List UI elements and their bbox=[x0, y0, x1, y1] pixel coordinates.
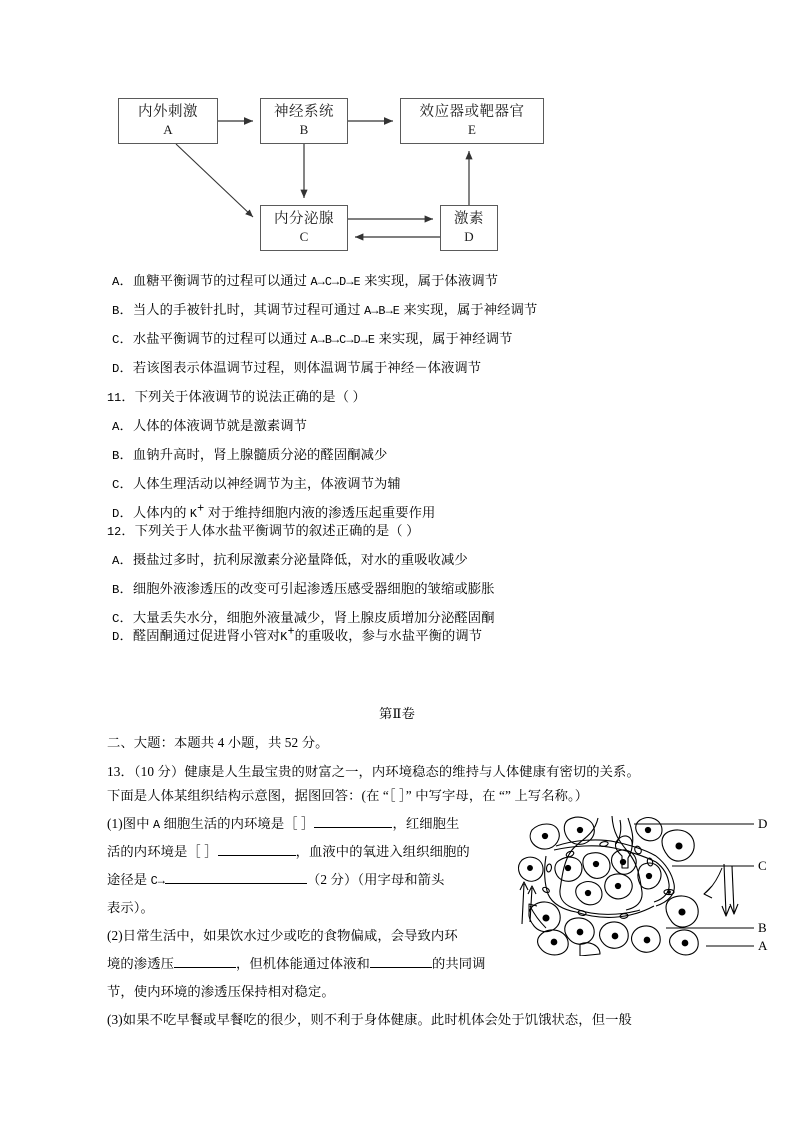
q10-option-d-text: ．若该图表示体温调节过程，则体温调节属于神经－体液调节 bbox=[119, 360, 482, 375]
flow-box-a bbox=[118, 98, 218, 144]
q12-option-a bbox=[112, 553, 468, 567]
q13-sub1-line4: 表示）。 bbox=[107, 900, 154, 915]
q13-stem-line2: 下面是人体某组织结构示意图，据图回答：(在 “［ ］” 中写字母，在 “” 上写名称。） bbox=[107, 788, 589, 803]
flow-box-d bbox=[440, 205, 498, 251]
q10-option-a-text1: ．血糖平衡调节的过程可以通过 bbox=[119, 273, 311, 288]
q13-sub1-line1-mono: A bbox=[153, 818, 161, 832]
q10-option-a-text2: 来实现，属于体液调节 bbox=[360, 273, 499, 288]
q11-option-b-letter: B bbox=[112, 449, 120, 463]
q12-option-c bbox=[112, 611, 495, 625]
q12-option-a-letter: A bbox=[112, 554, 120, 568]
flow-box-d-text: 激素 bbox=[454, 211, 484, 228]
tissue-label-b: B bbox=[758, 920, 767, 935]
q12-option-a-text: ．摄盐过多时，抗利尿激素分泌量降低，对水的重吸收减少 bbox=[119, 552, 468, 567]
section-heading: 二、大题：本题共 4 小题，共 52 分。 bbox=[107, 735, 329, 750]
q13-sub2-line2-b: ，但机体能通过体液和 bbox=[235, 956, 370, 971]
tissue-label-d: D bbox=[758, 816, 768, 831]
tissue-structure-diagram bbox=[516, 806, 776, 956]
q10-option-c bbox=[112, 332, 513, 347]
q12-option-d-ion-charge: + bbox=[287, 624, 295, 639]
q11-option-c bbox=[112, 477, 401, 491]
q13-sub1-line1-b: 细胞生活的内环境是［ ］ bbox=[160, 816, 315, 831]
flow-box-b bbox=[260, 98, 348, 144]
q11-option-d-text-pre: ．人体内的 bbox=[119, 505, 190, 520]
q13-sub1-line3-b: （2 分）（用字母和箭头 bbox=[306, 872, 445, 887]
q11-option-d-letter: D bbox=[112, 507, 120, 521]
q11-option-d-ion: K bbox=[189, 507, 198, 521]
q12-option-b-text: ．细胞外液渗透压的改变可引起渗透压感受器细胞的皱缩或膨胀 bbox=[119, 581, 495, 596]
q12-option-d bbox=[112, 624, 483, 644]
tissue-label-c: C bbox=[758, 858, 767, 873]
q13-sub1-line2 bbox=[107, 845, 470, 858]
q10-option-b-text2: 来实现，属于神经调节 bbox=[399, 302, 538, 317]
q13-blank-4[interactable] bbox=[174, 967, 236, 968]
tissue-diagram-svg bbox=[516, 806, 776, 956]
q10-option-b-text1: ．当人的手被针扎时，其调节过程可通过 bbox=[119, 302, 365, 317]
q13-sub2-line3: 节，使内环境的渗透压保持相对稳定。 bbox=[107, 984, 335, 999]
flow-box-e-text: 效应器或靶器官 bbox=[419, 104, 525, 121]
q10-option-a-letter: A bbox=[112, 275, 120, 289]
q12-option-c-letter: C bbox=[112, 612, 120, 626]
q10-option-c-letter: C bbox=[112, 333, 120, 347]
q12-option-d-text-post: 的重吸收，参与水盐平衡的调节 bbox=[294, 628, 483, 643]
q13-sub1-line2-a: 活的内环境是［ ］ bbox=[107, 844, 218, 859]
tissue-label-a: A bbox=[758, 938, 768, 953]
q10-option-a-chain: A→C→D→E bbox=[310, 275, 361, 289]
flow-box-a-text: 内外刺激 bbox=[138, 104, 198, 121]
q10-option-a bbox=[112, 274, 498, 289]
q13-sub2-line2 bbox=[107, 957, 486, 970]
q12-option-b bbox=[112, 582, 495, 596]
q12-option-d-text-pre: ．醛固酮通过促进肾小管对 bbox=[119, 628, 281, 643]
q13-sub1-line1-c: ，红细胞生 bbox=[392, 816, 460, 831]
q11-option-a-text: ．人体的体液调节就是激素调节 bbox=[119, 418, 308, 433]
q10-option-b-chain: A→B→E bbox=[364, 304, 400, 318]
q13-sub1-line1-a: (1)图中 bbox=[107, 816, 154, 831]
q13-sub1-line3-a: 途径是 bbox=[107, 872, 151, 887]
q10-option-d-letter: D bbox=[112, 362, 120, 376]
q11-option-c-letter: C bbox=[112, 478, 120, 492]
q10-option-c-text1: ．水盐平衡调节的过程可以通过 bbox=[119, 331, 311, 346]
q13-sub1-line3-mono: C→ bbox=[150, 874, 165, 888]
q13-sub2-line2-c: 的共同调 bbox=[431, 956, 486, 971]
flow-box-a-label: A bbox=[163, 121, 173, 137]
q11-option-c-text: ．人体生理活动以神经调节为主，体液调节为辅 bbox=[119, 476, 401, 491]
flow-box-b-label: B bbox=[299, 121, 309, 137]
q13-blank-2[interactable] bbox=[218, 855, 296, 856]
q10-option-d bbox=[112, 361, 481, 375]
flow-box-e-label: E bbox=[468, 121, 476, 137]
q11-option-a-letter: A bbox=[112, 420, 120, 434]
q12-option-b-letter: B bbox=[112, 583, 120, 597]
q11-option-d-text-post: 对于维持细胞内液的渗透压起重要作用 bbox=[204, 505, 436, 520]
q12-number: 12 bbox=[107, 525, 122, 539]
q13-sub2-line1: (2)日常生活中，如果饮水过少或吃的食物偏咸，会导致内环 bbox=[107, 928, 458, 943]
q12-option-d-letter: D bbox=[112, 630, 120, 644]
q12-option-d-ion: K bbox=[280, 630, 288, 644]
q11-option-d-ion-charge: + bbox=[197, 501, 205, 516]
q10-option-c-chain: A→B→C→D→E bbox=[310, 333, 376, 347]
q10-option-b-letter: B bbox=[112, 304, 120, 318]
q11-stem-text: ．下列关于体液调节的说法正确的是（ ） bbox=[121, 389, 366, 404]
q13-blank-1[interactable] bbox=[314, 827, 392, 828]
q10-option-b bbox=[112, 303, 537, 318]
q13-stem-line1: 13．（10 分）健康是人生最宝贵的财富之一，内环境稳态的维持与人体健康有密切的关系。 bbox=[107, 764, 640, 779]
flow-box-c bbox=[260, 205, 348, 251]
q11-option-b-text: ．血钠升高时，肾上腺髓质分泌的醛固酮减少 bbox=[119, 447, 388, 462]
q13-sub1-line1 bbox=[107, 817, 459, 832]
q13-sub1-line2-b: ，血液中的氧进入组织细胞的 bbox=[295, 844, 470, 859]
q12-stem bbox=[107, 524, 420, 539]
regulation-flowchart bbox=[118, 95, 558, 265]
flow-box-e bbox=[400, 98, 544, 144]
q10-option-c-text2: 来实现，属于神经调节 bbox=[375, 331, 513, 346]
flow-box-b-text: 神经系统 bbox=[274, 104, 334, 121]
volume-title: 第Ⅱ卷 bbox=[379, 706, 415, 721]
q11-option-d bbox=[112, 501, 436, 521]
q11-stem bbox=[107, 390, 366, 405]
flow-box-c-text: 内分泌腺 bbox=[274, 211, 334, 228]
q11-number: 11 bbox=[107, 391, 122, 405]
flow-box-d-label: D bbox=[464, 228, 474, 244]
q13-sub1-line3 bbox=[107, 873, 444, 888]
q12-stem-text: ．下列关于人体水盐平衡调节的叙述正确的是（ ） bbox=[121, 523, 420, 538]
q13-blank-3[interactable] bbox=[165, 883, 307, 884]
q11-option-b bbox=[112, 448, 387, 462]
q13-blank-5[interactable] bbox=[370, 967, 432, 968]
q12-option-c-text: ．大量丢失水分，细胞外液量减少，肾上腺皮质增加分泌醛固酮 bbox=[119, 610, 495, 625]
flow-box-c-label: C bbox=[299, 228, 309, 244]
q11-option-a bbox=[112, 419, 307, 433]
q13-sub3-line1: (3)如果不吃早餐或早餐吃的很少，则不利于身体健康。此时机体会处于饥饿状态，但一般 bbox=[107, 1012, 632, 1027]
q13-sub2-line2-a: 境的渗透压 bbox=[107, 956, 174, 971]
